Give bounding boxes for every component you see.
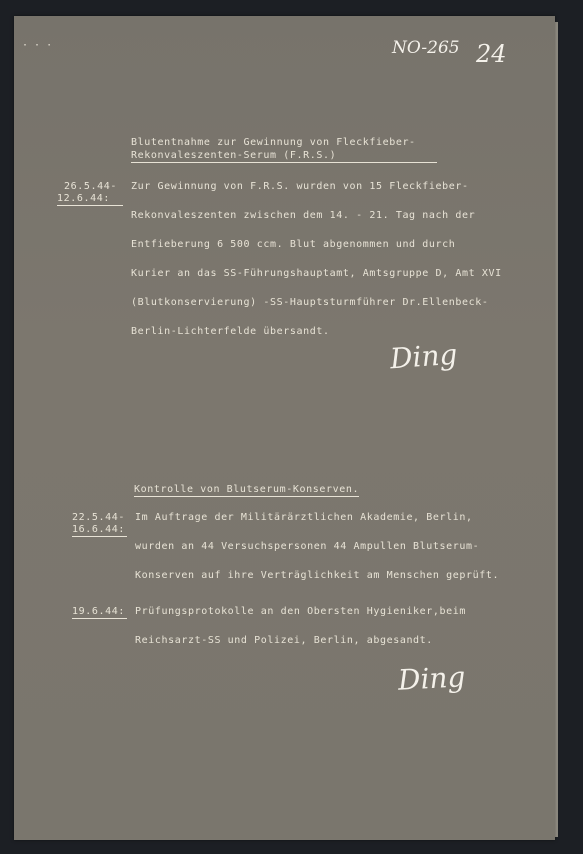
section1-body-line: Zur Gewinnung von F.R.S. wurden von 15 Fleckfieber- (131, 181, 469, 192)
document-number: NO-265 (392, 38, 460, 58)
section1-date-line2: 12.6.44: (57, 193, 123, 206)
section1-body-line: (Blutkonservierung) -SS-Hauptsturmführer Dr.Ellenbeck- (131, 297, 489, 308)
punch-marks: · · · (22, 40, 53, 51)
section1-body-line: Entfieberung 6 500 ccm. Blut abgenommen und durch (131, 239, 456, 250)
section2-date1-line1: 22.5.44- (72, 512, 125, 523)
section1-body-line: Rekonvaleszenten zwischen dem 14. - 21. Tag nach der (131, 210, 476, 221)
section1-heading-line1: Blutentnahme zur Gewinnung von Fleckfieber- (131, 137, 416, 148)
section2-body-line: Konserven auf ihre Verträglichkeit am Menschen geprüft. (135, 570, 500, 581)
section2-heading: Kontrolle von Blutserum-Konserven. (134, 484, 360, 495)
section2-date2: 19.6.44: (72, 606, 127, 619)
page-number: 24 (476, 40, 507, 68)
section2-body-line: Im Auftrage der Militärärztlichen Akademie, Berlin, (135, 512, 473, 523)
section1-signature: Ding (388, 337, 459, 376)
section1-body-line: Kurier an das SS-Führungshauptamt, Amtsgruppe D, Amt XVI (131, 268, 502, 279)
section1-body-line: Berlin-Lichterfelde übersandt. (131, 326, 330, 337)
section2-body2-line: Reichsarzt-SS und Polizei, Berlin, abgesandt. (135, 635, 433, 646)
section2-date1-line2: 16.6.44: (72, 524, 127, 537)
section1-date-line1: 26.5.44- (64, 181, 117, 192)
section2-body-line: wurden an 44 Versuchspersonen 44 Ampullen Blutserum- (135, 541, 480, 552)
section2-signature: Ding (397, 660, 467, 697)
section1-heading-line2: Rekonvaleszenten-Serum (F.R.S.) (131, 150, 437, 163)
section2-body2-line: Prüfungsprotokolle an den Obersten Hygieniker,beim (135, 606, 467, 617)
